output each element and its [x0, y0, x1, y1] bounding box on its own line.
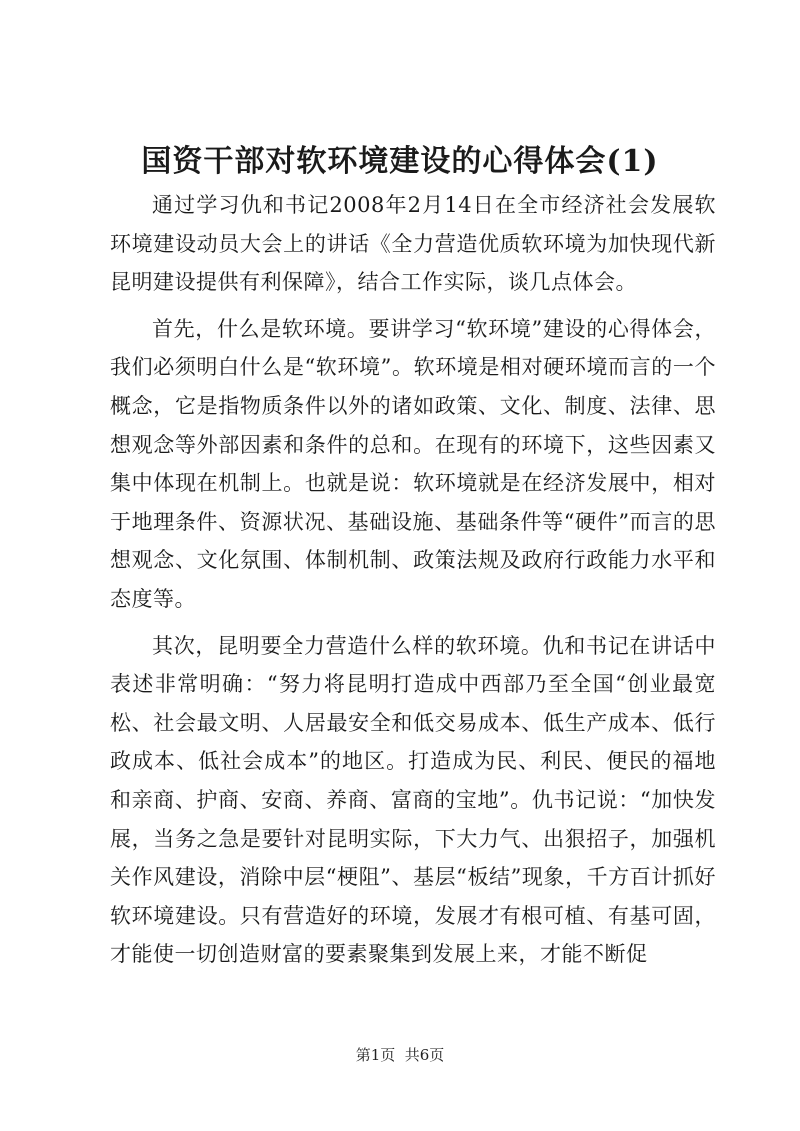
paragraph-first-point: 首先，什么是软环境。要讲学习“软环境”建设的心得体会，我们必须明白什么是“软环境”。软环境是相对硬环境而言的一个概念，它是指物质条件以外的诸如政策、文化、制度、法律、思想观念等外部因素和条件的总和。在现有的环境下，这些因素又集中体现在机制上。也就是说：软环境就是在经济发展中，相对于地理条件、资源状况、基础设施、基础条件等“硬件”而言的思想观念、文化氛围、体制机制、政策法规及政府行政能力水平和态度等。: [110, 316, 716, 611]
document-body: [110, 186, 716, 974]
document-title: 国资干部对软环境建设的心得体会(1): [141, 144, 659, 179]
page-number-label: 第1页 共6页: [355, 1046, 445, 1064]
paragraph-intro: 通过学习仇和书记2008年2月14日在全市经济社会发展软环境建设动员大会上的讲话《全力营造优质软环境为加快现代新昆明建设提供有利保障》，结合工作实际，谈几点体会。: [110, 193, 716, 295]
page-footer: [0, 1045, 800, 1065]
paragraph-second-point: 其次，昆明要全力营造什么样的软环境。仇和书记在讲话中表述非常明确：“努力将昆明打造成中西部乃至全国“创业最宽松、社会最文明、人居最安全和低交易成本、低生产成本、低行政成本、低社会成本”的地区。打造成为民、利民、便民的福地和亲商、护商、安商、养商、富商的宝地”。仇书记说：“加快发展，当务之急是要针对昆明实际，下大力气、出狠招子，加强机关作风建设，消除中层“梗阻”、基层“板结”现象，千方百计抓好软环境建设。只有营造好的环境，发展才有根可植、有基可固，才能使一切创造财富的要素聚集到发展上来，才能不断促: [110, 633, 716, 967]
